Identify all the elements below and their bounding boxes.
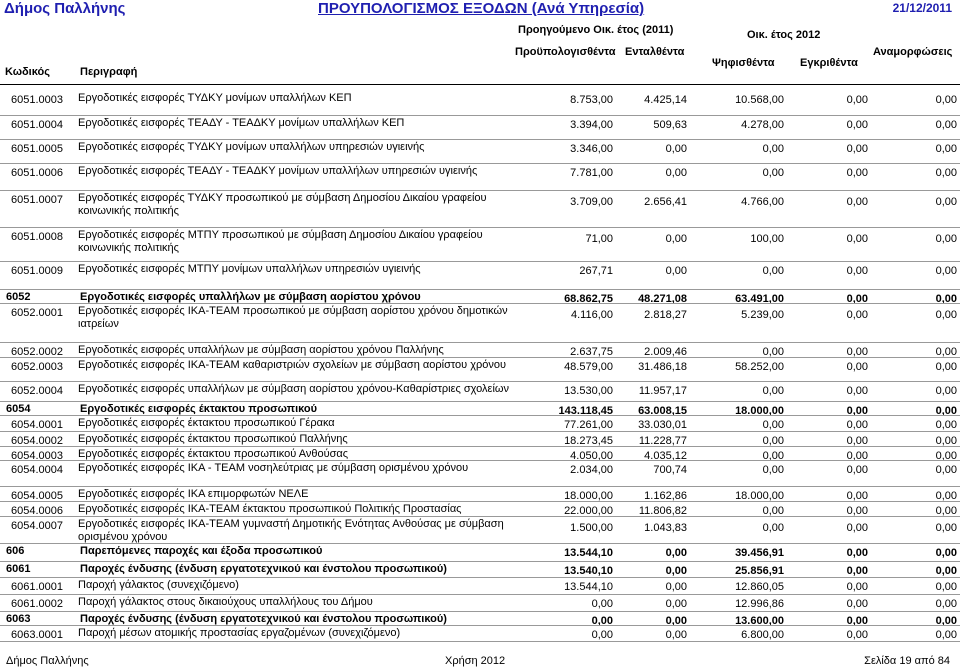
row-code: 6052 xyxy=(6,291,31,303)
row-code: 6061.0002 xyxy=(11,598,63,610)
row-code: 6061 xyxy=(6,563,31,575)
row-value-4: 0,00 xyxy=(846,629,868,641)
row-description: Εργοδοτικές εισφορές ΙΚΑ επιμορφωτών ΝΕΛΕ xyxy=(78,488,309,500)
col-code-header: Κωδικός xyxy=(5,66,50,78)
row-description: Εργοδοτικές εισφορές έκτακτου προσωπικού Ανθούσας xyxy=(78,448,349,460)
row-value-1: 267,71 xyxy=(579,265,613,277)
row-description: Εργοδοτικές εισφορές ΜΤΠΥ προσωπικού με σύμβαση Δημοσίου Δικαίου γραφείου κοινωνικής πολιτικής xyxy=(78,229,483,254)
row-divider xyxy=(0,415,960,416)
col-adjustments-header: Αναμορφώσεις xyxy=(873,46,953,58)
row-value-5: 0,00 xyxy=(935,547,957,559)
row-value-1: 22.000,00 xyxy=(564,505,613,517)
row-divider xyxy=(0,594,960,595)
row-value-4: 0,00 xyxy=(846,196,868,208)
row-value-4: 0,00 xyxy=(846,490,868,502)
row-code: 606 xyxy=(6,545,25,557)
row-description: Εργοδοτικές εισφορές ΤΥΔΚΥ μονίμων υπαλλήλων υπηρεσιών υγιεινής xyxy=(78,141,425,153)
row-description: Εργοδοτικές εισφορές ΙΚΑ-ΤΕΑΜ καθαριστριών σχολείων με σύμβαση αορίστου χρόνου xyxy=(78,359,507,371)
row-value-2: 700,74 xyxy=(653,464,687,476)
row-value-5: 0,00 xyxy=(935,143,957,155)
row-value-4: 0,00 xyxy=(846,615,868,627)
row-value-4: 0,00 xyxy=(846,405,868,417)
row-description: Παροχή γάλακτος στους δικαιούχους υπαλλήλους του Δήμου xyxy=(78,596,373,608)
row-code: 6051.0005 xyxy=(11,143,63,155)
report-date: 21/12/2011 xyxy=(892,1,952,15)
row-value-1: 3.346,00 xyxy=(570,143,613,155)
row-code: 6054.0003 xyxy=(11,450,63,462)
row-description: Εργοδοτικές εισφορές ΙΚΑ-ΤΕΑΜ γυμναστή Δημοτικής Ενότητας Ανθούσας με σύμβαση ορισμένου χρόνου xyxy=(78,518,504,543)
row-value-2: 1.043,83 xyxy=(644,522,687,534)
row-value-5: 0,00 xyxy=(935,405,957,417)
row-value-5: 0,00 xyxy=(935,490,957,502)
row-value-4: 0,00 xyxy=(846,522,868,534)
row-value-1: 13.544,10 xyxy=(564,547,613,559)
row-value-2: 0,00 xyxy=(665,233,687,245)
row-value-4: 0,00 xyxy=(846,167,868,179)
row-value-2: 11.957,17 xyxy=(638,385,687,397)
row-value-1: 2.637,75 xyxy=(570,346,613,358)
col-ordered-header: Ενταλθέντα xyxy=(625,46,685,58)
col-voted-header: Ψηφισθέντα xyxy=(712,57,775,69)
row-description: Εργοδοτικές εισφορές ΤΕΑΔΥ - ΤΕΑΔΚΥ μονίμων υπαλλήλων ΚΕΠ xyxy=(78,117,405,129)
footer-org: Δήμος Παλλήνης xyxy=(6,655,89,667)
row-value-5: 0,00 xyxy=(935,233,957,245)
row-value-3: 13.600,00 xyxy=(735,615,784,627)
row-value-4: 0,00 xyxy=(846,385,868,397)
row-value-2: 2.656,41 xyxy=(644,196,687,208)
row-value-3: 4.278,00 xyxy=(741,119,784,131)
row-divider xyxy=(0,611,960,612)
row-value-1: 3.709,00 xyxy=(570,196,613,208)
row-value-5: 0,00 xyxy=(935,385,957,397)
row-description: Εργοδοτικές εισφορές ΤΕΑΔΥ - ΤΕΑΔΚΥ μονίμων υπαλλήλων υπηρεσιών υγιεινής xyxy=(78,165,478,177)
row-value-4: 0,00 xyxy=(846,143,868,155)
row-value-1: 1.500,00 xyxy=(570,522,613,534)
row-divider xyxy=(0,501,960,502)
row-divider xyxy=(0,543,960,544)
row-value-5: 0,00 xyxy=(935,615,957,627)
row-value-5: 0,00 xyxy=(935,346,957,358)
row-value-5: 0,00 xyxy=(935,464,957,476)
row-value-3: 0,00 xyxy=(762,464,784,476)
row-description: Εργοδοτικές εισφορές ΙΚΑ-ΤΕΑΜ προσωπικού με σύμβαση αορίστου χρόνου δημοτικών ιατρείων xyxy=(78,305,508,330)
row-value-5: 0,00 xyxy=(935,361,957,373)
row-value-4: 0,00 xyxy=(846,265,868,277)
row-description: Παροχές ένδυσης (ένδυση εργατοτεχνικού και ένστολου προσωπικού) xyxy=(80,613,447,625)
row-code: 6054.0001 xyxy=(11,419,63,431)
row-value-1: 18.000,00 xyxy=(564,490,613,502)
footer-year: Χρήση 2012 xyxy=(445,655,506,667)
row-description: Εργοδοτικές εισφορές ΙΚΑ - ΤΕΑΜ νοσηλεύτριας με σύμβαση ορισμένου χρόνου xyxy=(78,462,469,474)
row-value-2: 4.425,14 xyxy=(644,94,687,106)
row-value-1: 2.034,00 xyxy=(570,464,613,476)
row-value-2: 0,00 xyxy=(665,167,687,179)
row-divider xyxy=(0,460,960,461)
row-value-4: 0,00 xyxy=(846,293,868,305)
row-value-2: 11.806,82 xyxy=(638,505,687,517)
row-code: 6051.0004 xyxy=(11,119,63,131)
row-value-1: 13.544,10 xyxy=(564,581,613,593)
row-value-1: 8.753,00 xyxy=(570,94,613,106)
row-value-2: 509,63 xyxy=(653,119,687,131)
row-code: 6054.0007 xyxy=(11,520,63,532)
row-value-4: 0,00 xyxy=(846,94,868,106)
row-value-1: 13.540,10 xyxy=(564,565,613,577)
row-description: Παρεπόμενες παροχές και έξοδα προσωπικού xyxy=(80,545,323,557)
row-value-3: 0,00 xyxy=(762,167,784,179)
row-code: 6052.0002 xyxy=(11,346,63,358)
row-code: 6052.0004 xyxy=(11,385,63,397)
row-code: 6051.0009 xyxy=(11,265,63,277)
row-code: 6061.0001 xyxy=(11,581,63,593)
row-value-5: 0,00 xyxy=(935,598,957,610)
row-description: Εργοδοτικές εισφορές ΤΥΔΚΥ προσωπικού με σύμβαση Δημοσίου Δικαίου γραφείου κοινωνικής πολιτικής xyxy=(78,192,487,217)
row-divider xyxy=(0,486,960,487)
row-description: Εργοδοτικές εισφορές υπαλλήλων με σύμβαση αορίστου χρόνου-Καθαρίστριες σχολείων xyxy=(78,383,509,395)
row-value-3: 25.856,91 xyxy=(735,565,784,577)
row-value-4: 0,00 xyxy=(846,547,868,559)
row-value-5: 0,00 xyxy=(935,94,957,106)
row-code: 6063.0001 xyxy=(11,629,63,641)
row-value-2: 31.486,18 xyxy=(638,361,687,373)
row-value-2: 11.228,77 xyxy=(638,435,687,447)
row-value-3: 0,00 xyxy=(762,385,784,397)
row-code: 6052.0003 xyxy=(11,361,63,373)
row-value-5: 0,00 xyxy=(935,293,957,305)
row-code: 6051.0003 xyxy=(11,94,63,106)
row-value-4: 0,00 xyxy=(846,565,868,577)
row-value-5: 0,00 xyxy=(935,265,957,277)
row-divider xyxy=(0,516,960,517)
row-value-3: 10.568,00 xyxy=(735,94,784,106)
footer-page: Σελίδα 19 από 84 xyxy=(864,655,950,667)
row-value-5: 0,00 xyxy=(935,450,957,462)
row-divider xyxy=(0,163,960,164)
row-value-1: 68.862,75 xyxy=(564,293,613,305)
row-divider xyxy=(0,561,960,562)
row-code: 6052.0001 xyxy=(11,307,63,319)
row-description: Εργοδοτικές εισφορές έκτακτου προσωπικού xyxy=(80,403,318,415)
row-code: 6063 xyxy=(6,613,31,625)
row-divider xyxy=(0,261,960,262)
row-value-1: 4.050,00 xyxy=(570,450,613,462)
row-value-4: 0,00 xyxy=(846,309,868,321)
row-value-3: 12.996,86 xyxy=(735,598,784,610)
row-value-3: 100,00 xyxy=(750,233,784,245)
row-code: 6051.0006 xyxy=(11,167,63,179)
row-value-1: 143.118,45 xyxy=(558,405,613,417)
row-value-4: 0,00 xyxy=(846,346,868,358)
row-divider xyxy=(0,357,960,358)
row-value-5: 0,00 xyxy=(935,309,957,321)
row-value-5: 0,00 xyxy=(935,505,957,517)
row-value-3: 0,00 xyxy=(762,346,784,358)
row-divider xyxy=(0,625,960,626)
row-value-4: 0,00 xyxy=(846,598,868,610)
row-value-1: 0,00 xyxy=(591,629,613,641)
row-value-3: 0,00 xyxy=(762,265,784,277)
row-value-3: 63.491,00 xyxy=(735,293,784,305)
row-value-5: 0,00 xyxy=(935,581,957,593)
row-value-2: 0,00 xyxy=(665,547,687,559)
row-value-3: 0,00 xyxy=(762,143,784,155)
row-value-2: 0,00 xyxy=(665,143,687,155)
org-title: Δήμος Παλλήνης xyxy=(4,0,126,17)
row-value-2: 0,00 xyxy=(665,581,687,593)
row-value-2: 2.009,46 xyxy=(644,346,687,358)
row-code: 6054.0006 xyxy=(11,505,63,517)
row-value-2: 63.008,15 xyxy=(638,405,687,417)
row-value-1: 77.261,00 xyxy=(564,419,613,431)
row-value-4: 0,00 xyxy=(846,119,868,131)
row-value-4: 0,00 xyxy=(846,581,868,593)
row-value-5: 0,00 xyxy=(935,119,957,131)
row-description: Παροχές ένδυσης (ένδυση εργατοτεχνικού και ένστολου προσωπικού) xyxy=(80,563,447,575)
row-divider xyxy=(0,431,960,432)
row-divider xyxy=(0,115,960,116)
row-value-2: 0,00 xyxy=(665,615,687,627)
cur-year-group-label: Οικ. έτος 2012 xyxy=(747,29,821,41)
row-value-2: 0,00 xyxy=(665,598,687,610)
row-value-3: 0,00 xyxy=(762,419,784,431)
row-code: 6054.0004 xyxy=(11,464,63,476)
row-divider xyxy=(0,227,960,228)
prev-year-group-label: Προηγούμενο Οικ. έτος (2011) xyxy=(518,24,674,36)
row-divider xyxy=(0,289,960,290)
col-budgeted-header: Προϋπολογισθέντα xyxy=(515,46,616,58)
row-value-2: 33.030,01 xyxy=(638,419,687,431)
row-value-4: 0,00 xyxy=(846,361,868,373)
row-value-3: 39.456,91 xyxy=(735,547,784,559)
row-value-5: 0,00 xyxy=(935,167,957,179)
row-value-3: 5.239,00 xyxy=(741,309,784,321)
row-value-3: 18.000,00 xyxy=(735,405,784,417)
row-value-4: 0,00 xyxy=(846,419,868,431)
row-code: 6054.0005 xyxy=(11,490,63,502)
row-value-1: 0,00 xyxy=(591,615,613,627)
row-value-5: 0,00 xyxy=(935,419,957,431)
row-value-5: 0,00 xyxy=(935,629,957,641)
header-bottom-rule xyxy=(0,84,960,85)
row-description: Εργοδοτικές εισφορές έκτακτου προσωπικού Γέρακα xyxy=(78,417,335,429)
row-value-5: 0,00 xyxy=(935,435,957,447)
row-description: Παροχή γάλακτος (συνεχιζόμενο) xyxy=(78,579,239,591)
col-desc-header: Περιγραφή xyxy=(80,66,138,78)
row-value-2: 0,00 xyxy=(665,265,687,277)
row-value-3: 0,00 xyxy=(762,505,784,517)
row-divider xyxy=(0,446,960,447)
row-description: Εργοδοτικές εισφορές ΤΥΔΚΥ μονίμων υπαλλήλων ΚΕΠ xyxy=(78,92,352,104)
row-value-3: 18.000,00 xyxy=(735,490,784,502)
row-description: Εργοδοτικές εισφορές ΜΤΠΥ μονίμων υπαλλήλων υπηρεσιών υγιεινής xyxy=(78,263,421,275)
report-title: ΠΡΟΥΠΟΛΟΓΙΣΜΟΣ ΕΞΟΔΩΝ (Ανά Υπηρεσία) xyxy=(318,0,645,17)
row-value-2: 4.035,12 xyxy=(644,450,687,462)
row-value-1: 71,00 xyxy=(585,233,613,245)
row-value-4: 0,00 xyxy=(846,505,868,517)
row-value-1: 13.530,00 xyxy=(564,385,613,397)
row-value-4: 0,00 xyxy=(846,464,868,476)
row-divider xyxy=(0,401,960,402)
row-description: Παροχή μέσων ατομικής προστασίας εργαζομένων (συνεχιζόμενο) xyxy=(78,627,401,639)
row-value-4: 0,00 xyxy=(846,233,868,245)
row-divider xyxy=(0,303,960,304)
row-value-2: 0,00 xyxy=(665,565,687,577)
row-value-4: 0,00 xyxy=(846,435,868,447)
row-value-3: 58.252,00 xyxy=(735,361,784,373)
row-divider xyxy=(0,381,960,382)
row-value-5: 0,00 xyxy=(935,196,957,208)
row-divider xyxy=(0,342,960,343)
row-value-4: 0,00 xyxy=(846,450,868,462)
row-description: Εργοδοτικές εισφορές ΙΚΑ-ΤΕΑΜ έκτακτου προσωπικού Πολιτικής Προστασίας xyxy=(78,503,462,515)
row-value-3: 4.766,00 xyxy=(741,196,784,208)
row-value-1: 0,00 xyxy=(591,598,613,610)
row-value-1: 7.781,00 xyxy=(570,167,613,179)
row-divider xyxy=(0,190,960,191)
col-approved-header: Εγκριθέντα xyxy=(800,57,858,69)
row-value-3: 6.800,00 xyxy=(741,629,784,641)
row-divider xyxy=(0,139,960,140)
row-value-5: 0,00 xyxy=(935,565,957,577)
row-value-2: 1.162,86 xyxy=(644,490,687,502)
row-value-1: 4.116,00 xyxy=(570,309,613,321)
row-code: 6051.0008 xyxy=(11,231,63,243)
row-code: 6051.0007 xyxy=(11,194,63,206)
row-description: Εργοδοτικές εισφορές έκτακτου προσωπικού Παλλήνης xyxy=(78,433,348,445)
row-code: 6054.0002 xyxy=(11,435,63,447)
row-code: 6054 xyxy=(6,403,31,415)
row-value-3: 12.860,05 xyxy=(735,581,784,593)
row-divider xyxy=(0,577,960,578)
row-value-1: 48.579,00 xyxy=(564,361,613,373)
row-value-2: 48.271,08 xyxy=(638,293,687,305)
row-value-1: 3.394,00 xyxy=(570,119,613,131)
row-description: Εργοδοτικές εισφορές υπαλλήλων με σύμβαση αορίστου χρόνου xyxy=(80,291,421,303)
row-value-5: 0,00 xyxy=(935,522,957,534)
row-divider xyxy=(0,641,960,642)
row-value-3: 0,00 xyxy=(762,435,784,447)
row-value-3: 0,00 xyxy=(762,522,784,534)
row-value-1: 18.273,45 xyxy=(564,435,613,447)
row-description: Εργοδοτικές εισφορές υπαλλήλων με σύμβαση αορίστου χρόνου Παλλήνης xyxy=(78,344,444,356)
row-value-2: 0,00 xyxy=(665,629,687,641)
row-value-2: 2.818,27 xyxy=(644,309,687,321)
row-value-3: 0,00 xyxy=(762,450,784,462)
